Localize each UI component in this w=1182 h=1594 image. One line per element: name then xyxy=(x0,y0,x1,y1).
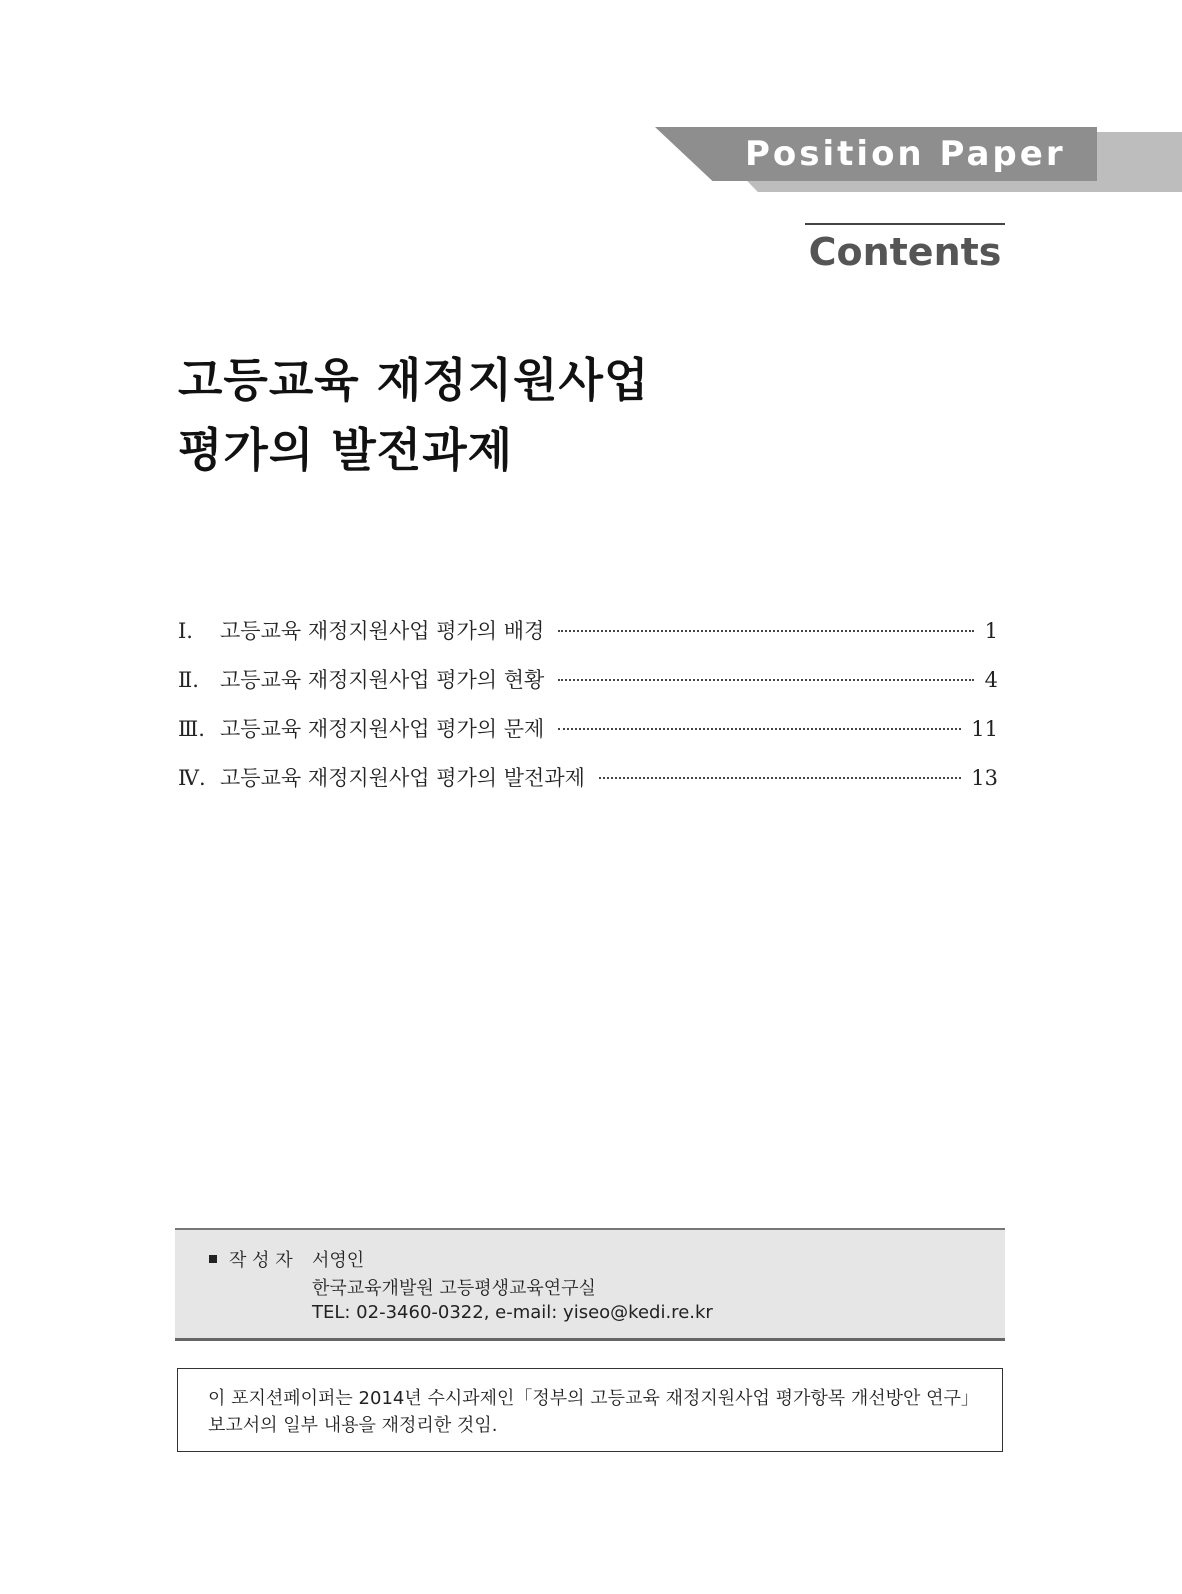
series-label: Position Paper xyxy=(745,134,1066,174)
square-bullet-icon xyxy=(209,1255,217,1263)
toc-item-number: Ⅳ. xyxy=(178,766,206,790)
author-contact: TEL: 02-3460-0322, e-mail: yiseo@kedi.re.kr xyxy=(312,1302,713,1323)
table-of-contents xyxy=(178,615,998,811)
note-line-2: 보고서의 일부 내용을 재정리한 것임. xyxy=(208,1415,498,1436)
toc-item[interactable] xyxy=(178,664,998,713)
author-name: 서영인 xyxy=(312,1250,365,1271)
author-affiliation: 한국교육개발원 고등평생교육연구실 xyxy=(312,1278,596,1299)
note-line-1: 이 포지션페이퍼는 2014년 수시과제인「정부의 고등교육 재정지원사업 평가항목 개선방안 연구」 xyxy=(208,1388,979,1409)
toc-item-number: Ⅱ. xyxy=(178,668,199,692)
toc-item-page: 11 xyxy=(971,717,998,741)
toc-item-title: 고등교육 재정지원사업 평가의 배경 xyxy=(220,619,545,643)
toc-item-title: 고등교육 재정지원사업 평가의 현황 xyxy=(220,668,545,692)
toc-item[interactable] xyxy=(178,713,998,762)
source-note-box xyxy=(177,1368,1003,1452)
toc-item[interactable] xyxy=(178,615,998,664)
title-line-2: 평가의 발전과제 xyxy=(178,423,514,477)
toc-leader-dots xyxy=(599,777,961,779)
toc-leader-dots xyxy=(558,679,974,681)
toc-item-page: 13 xyxy=(971,766,998,790)
author-row xyxy=(209,1246,293,1272)
toc-item-page: 1 xyxy=(984,619,998,643)
document-title xyxy=(178,345,649,485)
toc-leader-dots xyxy=(558,630,974,632)
toc-item-title: 고등교육 재정지원사업 평가의 문제 xyxy=(220,717,545,741)
toc-item-title: 고등교육 재정지원사업 평가의 발전과제 xyxy=(220,766,585,790)
title-line-1: 고등교육 재정지원사업 xyxy=(178,353,650,407)
toc-leader-dots xyxy=(558,728,961,730)
author-info-box xyxy=(175,1228,1005,1341)
toc-item-number: Ⅲ. xyxy=(178,717,205,741)
contents-heading: Contents xyxy=(808,230,1002,274)
toc-item-page: 4 xyxy=(984,668,998,692)
toc-item-number: Ⅰ. xyxy=(178,619,193,643)
author-label: 작 성 자 xyxy=(229,1250,293,1271)
toc-item[interactable] xyxy=(178,762,998,811)
contents-rule xyxy=(805,223,1005,225)
